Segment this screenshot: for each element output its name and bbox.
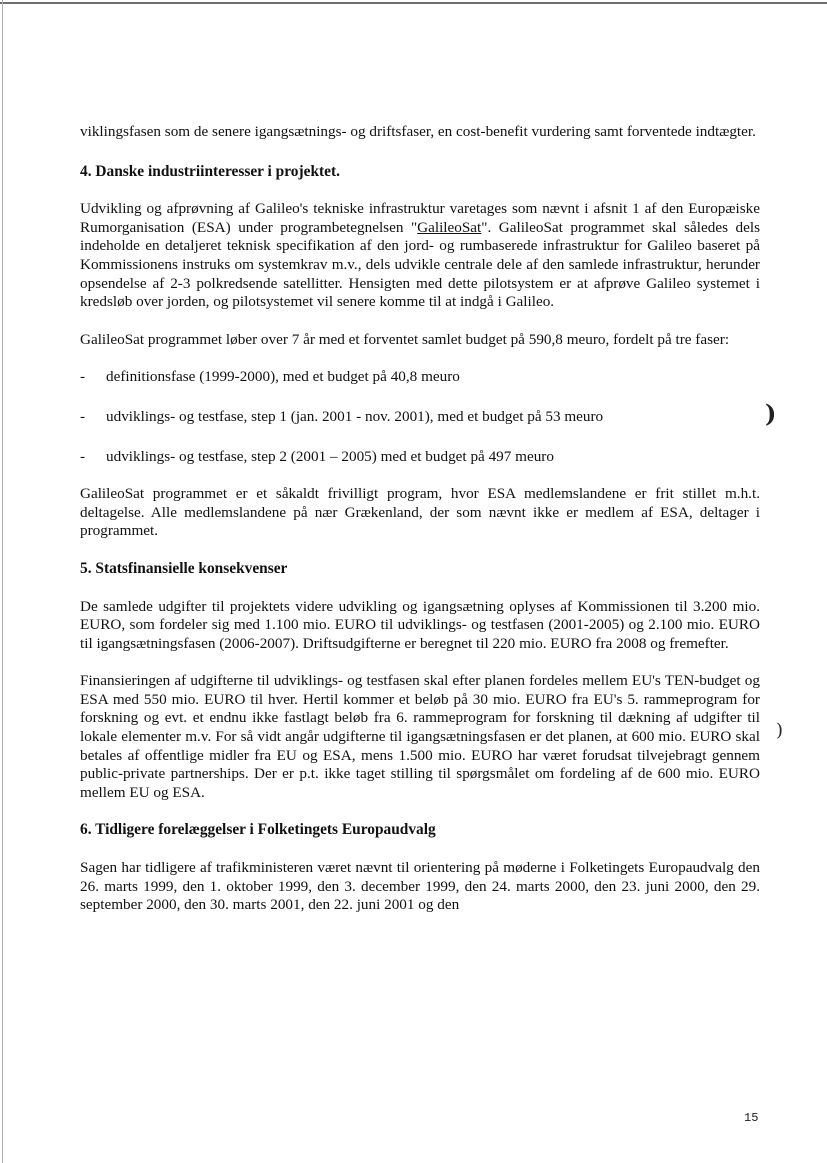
scan-left-border [2,0,3,1163]
section-4-heading: 4. Danske industriinteresser i projektet. [80,162,340,180]
section-6-heading: 6. Tidligere forelæggelser i Folketingets Europaudvalg [80,821,436,839]
document-body [80,123,760,915]
section-4-paragraph-1 [80,200,760,312]
scan-mark-right-1: ) [765,399,777,428]
phase-list-item-text: udviklings- og testfase, step 1 (jan. 2001 - nov. 2001), med et budget på 53 meuro [106,407,604,425]
scan-top-border [0,2,827,4]
section-6-paragraph-1: Sagen har tidligere af trafikministeren været nævnt til orientering på møderne i Folketingets Europaudvalg den 26. marts 1999, den 1. oktober 1999, den 3. december 1999, den 24. marts 2000, den 23. juni 2000, den 29. september 2000, den 30. marts 2001, den 22. juni 2001 og den [80,859,760,914]
section-4-paragraph-3: GalileoSat programmet er et såkaldt frivilligt program, hvor ESA medlemslandene er frit stillet m.h.t. deltagelse. Alle medlemslandene på nær Grækenland, der som nævnt ikke er medlem af ESA, deltager i programmet. [80,485,760,540]
phase-list-item [80,448,760,467]
section-5-heading: 5. Statsfinansielle konsekvenser [80,559,288,577]
bullet-mark: - [80,407,86,425]
section-4-paragraph-1-before-link: Udvikling og afprøvning af Galileo's tekniske infrastruktur varetages som nævnt i afsnit 1 af den Europæiske Rumorganisation (ESA) under programbetegnelsen " [80,200,760,236]
bullet-mark: - [80,447,86,465]
scan-mark-right-2: ) [776,720,784,741]
section-4-paragraph-2: GalileoSat programmet løber over 7 år med et forventet samlet budget på 590,8 meuro, fordelt på tre faser: [80,330,730,348]
phase-list-item-text: definitionsfase (1999-2000), med et budget på 40,8 meuro [106,368,460,386]
phase-list-item-text: udviklings- og testfase, step 2 (2001 – 2005) med et budget på 497 meuro [106,447,554,465]
section-5-paragraph-2: Finansieringen af udgifterne til udviklings- og testfasen skal efter planen fordeles mellem EU's TEN-budget og ESA med 550 mio. EURO til hver. Hertil kommer et beløb på 30 mio. EURO fra EU's 5. rammeprogram for forskning og evt. et endnu ikke fastlagt beløb fra 6. rammeprogram for forskning til dækning af udgifter til lokale elementer m.v. For så vidt angår udgifterne til igangsætningsfasen er det planen, at 600 mio. EURO skal betales af offentlige midler fra EU og ESA, mens 1.500 mio. EURO har været forudsat tilvejebragt gennem public-private partnerships. Der er p.t. ikke taget stilling til spørgsmålet om fordeling af de 600 mio. EURO mellem EU og ESA. [80,672,760,801]
section-4-paragraph-1-after-link: ". GalileoSat programmet skal således dels indeholde en detaljeret teknisk specifikation af den jord- og rumbaserede infrastruktur for Galileo baseret på Kommissionens instruks om systemkrav m.v., dels udvikle centrale dele af den samlede infrastruktur, herunder opsendelse af 2-3 polkredsende satellitter. Hensigten med dette pilotsystem er at afprøve Galileo systemet i kredsløb over jorden, og pilotsystemet vil senere komme til at indgå i Galileo. [80,218,760,311]
bullet-mark: - [80,368,86,386]
galileosat-link[interactable]: GalileoSat [417,218,482,236]
phase-list-item [80,368,760,387]
intro-paragraph: viklingsfasen som de senere igangsætnings- og driftsfaser, en cost-benefit vurdering samt forventede indtægter. [80,123,756,140]
page-number: 15 [744,1111,759,1125]
section-5-paragraph-1: De samlede udgifter til projektets videre udvikling og igangsætning oplyses af Kommissionen til 3.200 mio. EURO, som fordeler sig med 1.100 mio. EURO til udviklings- og testfasen (2001-2005) og 2.100 mio. EURO til igangsætningsfasen (2006-2007). Driftsudgifterne er beregnet til 220 mio. EURO fra 2008 og fremefter. [80,597,760,652]
phase-list-item [80,408,760,427]
phase-list [80,368,760,466]
